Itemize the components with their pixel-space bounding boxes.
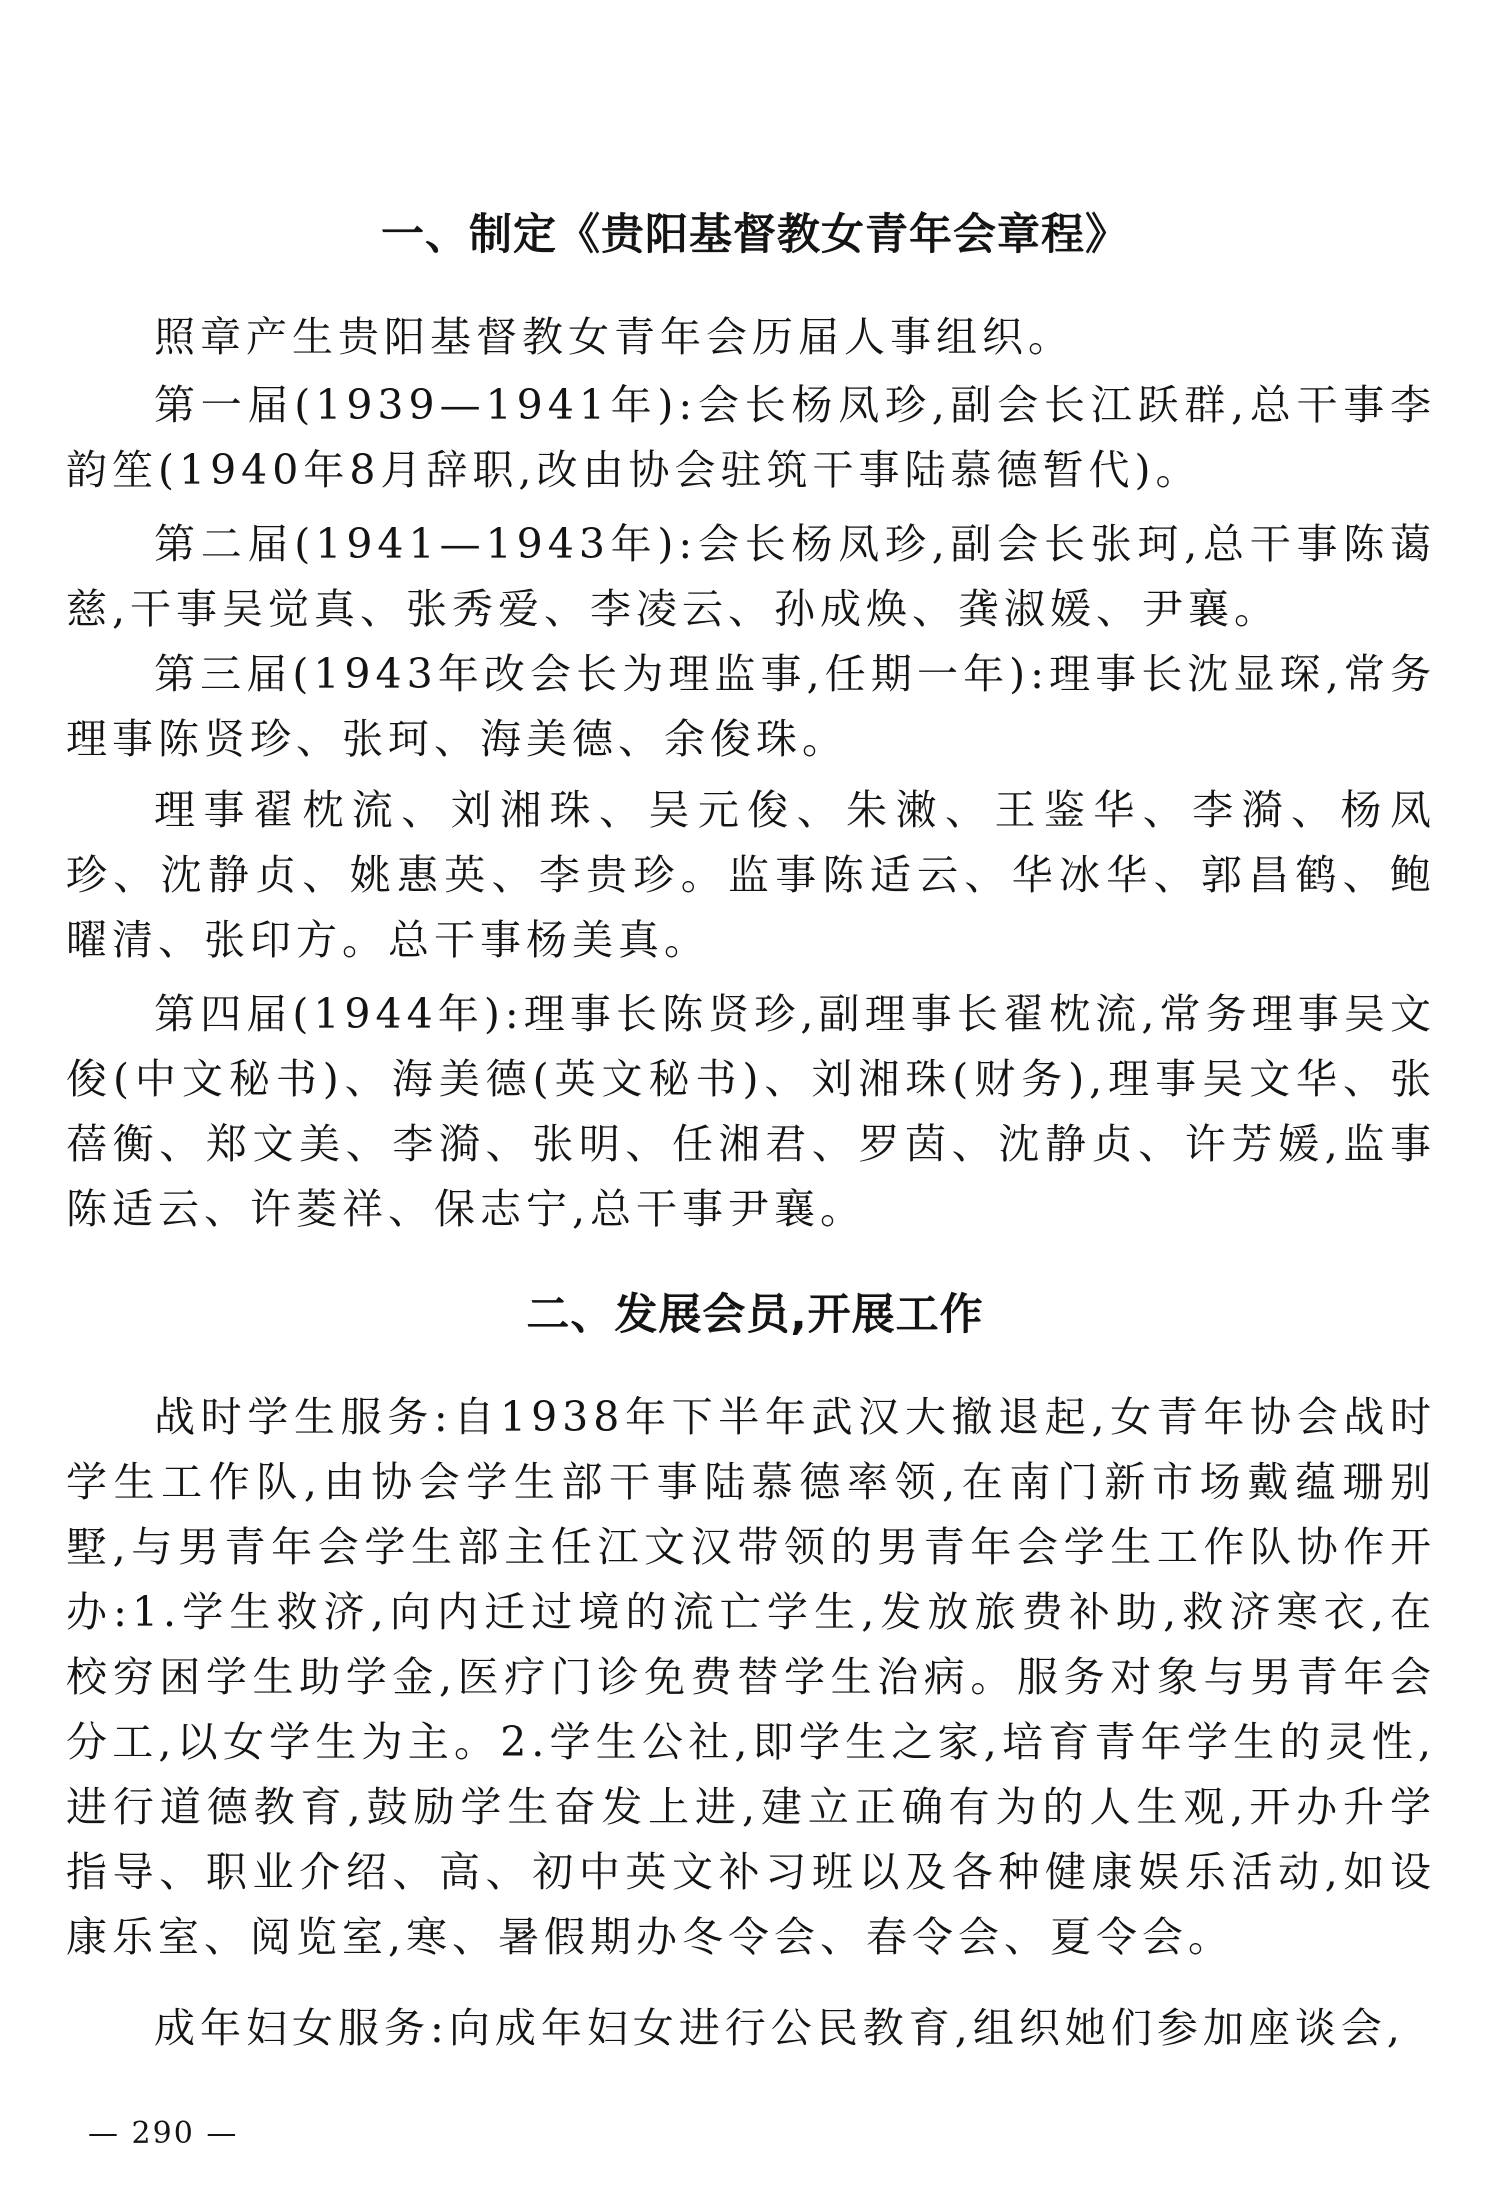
paragraph-intro: 照章产生贵阳基督教女青年会历届人事组织。 xyxy=(154,313,1074,361)
section-2-heading: 二、发展会员,开展工作 xyxy=(526,1290,984,1340)
paragraph-term-3: 第三届(1943年改会长为理监事,任期一年):理事长沈显琛,常务理事陈贤珍、张珂、海美德、余俊珠。 xyxy=(66,650,1436,763)
paragraph-term-2: 第二届(1941—1943年):会长杨凤珍,副会长张珂,总干事陈蔼慈,干事吴觉真、张秀爱、李凌云、孙成焕、龚淑媛、尹襄。 xyxy=(66,520,1436,633)
paragraph-term-3-members: 理事翟枕流、刘湘珠、吴元俊、朱潄、王鉴华、李漪、杨凤珍、沈静贞、姚惠英、李贵珍。监事陈适云、华冰华、郭昌鹤、鲍曜清、张印方。总干事杨美真。 xyxy=(66,786,1436,964)
page-number: — 290 — xyxy=(88,2116,239,2151)
paragraph-term-4: 第四届(1944年):理事长陈贤珍,副理事长翟枕流,常务理事吴文俊(中文秘书)、海美德(英文秘书)、刘湘珠(财务),理事吴文华、张蓓衡、郑文美、李漪、张明、任湘君、罗茵、沈静贞、许芳媛,监事陈适云、许菱祥、保志宁,总干事尹襄。 xyxy=(66,990,1436,1233)
paragraph-student-service: 战时学生服务:自1938年下半年武汉大撤退起,女青年协会战时学生工作队,由协会学生部干事陆慕德率领,在南门新市场戴蕴珊别墅,与男青年会学生部主任江文汉带领的男青年会学生工作队协作开办:1.学生救济,向内迁过境的流亡学生,发放旅费补助,救济寒衣,在校穷困学生助学金,医疗门诊免费替学生治病。服务对象与男青年会分工,以女学生为主。2.学生公社,即学生之家,培育青年学生的灵性,进行道德教育,鼓励学生奋发上进,建立正确有为的人生观,开办升学指导、职业介绍、高、初中英文补习班以及各种健康娱乐活动,如设康乐室、阅览室,寒、暑假期办冬令会、春令会、夏令会。 xyxy=(66,1393,1436,1961)
paragraph-term-1: 第一届(1939—1941年):会长杨凤珍,副会长江跃群,总干事李韵笙(1940年8月辞职,改由协会驻筑干事陆慕德暂代)。 xyxy=(66,381,1436,494)
section-1-heading: 一、制定《贵阳基督教女青年会章程》 xyxy=(381,210,1129,260)
paragraph-women-service: 成年妇女服务:向成年妇女进行公民教育,组织她们参加座谈会, xyxy=(154,2004,1405,2052)
